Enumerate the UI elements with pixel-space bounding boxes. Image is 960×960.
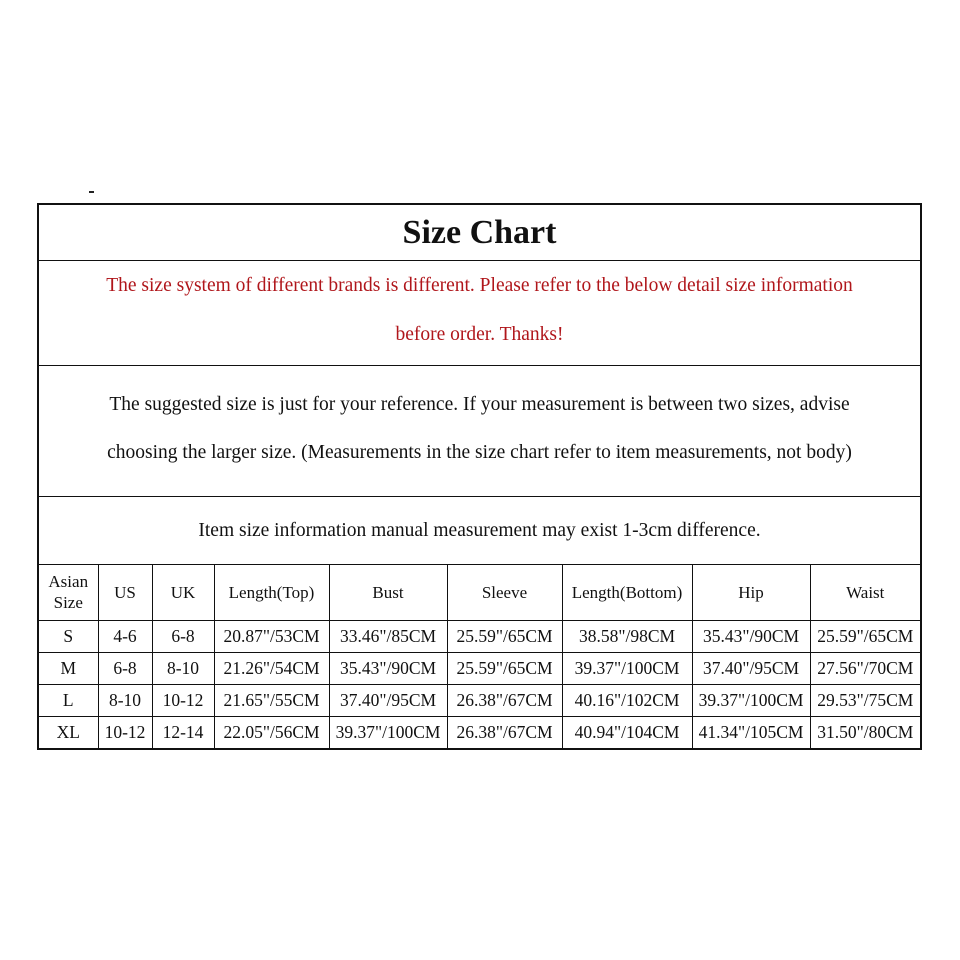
brand-notice-line-1: The size system of different brands is different. Please refer to the below detail size information (106, 275, 853, 296)
header-length-bottom: Length(Bottom) (562, 565, 692, 620)
table-header-row (39, 565, 920, 620)
size-advice (39, 366, 920, 497)
cell-length-bottom: 39.37"/100CM (562, 652, 692, 684)
cell-uk: 10-12 (152, 684, 214, 716)
header-bust: Bust (329, 565, 447, 620)
cell-us: 8-10 (98, 684, 152, 716)
cell-asian-size: S (39, 620, 98, 652)
header-waist: Waist (810, 565, 920, 620)
cell-length-top: 22.05"/56CM (214, 716, 329, 748)
size-table (39, 565, 920, 748)
header-asian-size (39, 565, 98, 620)
cell-asian-size: M (39, 652, 98, 684)
table-row (39, 652, 920, 684)
header-length-top: Length(Top) (214, 565, 329, 620)
cell-hip: 35.43"/90CM (692, 620, 810, 652)
cell-length-top: 21.26"/54CM (214, 652, 329, 684)
table-row (39, 716, 920, 748)
cell-uk: 12-14 (152, 716, 214, 748)
size-advice-line-2: choosing the larger size. (Measurements in the size chart refer to item measurements, not body) (107, 442, 852, 463)
cell-hip: 37.40"/95CM (692, 652, 810, 684)
cell-us: 6-8 (98, 652, 152, 684)
brand-notice-line-2: before order. Thanks! (395, 324, 564, 345)
cell-waist: 25.59"/65CM (810, 620, 920, 652)
cell-us: 4-6 (98, 620, 152, 652)
header-us: US (98, 565, 152, 620)
header-hip: Hip (692, 565, 810, 620)
cell-bust: 39.37"/100CM (329, 716, 447, 748)
stray-mark (89, 191, 94, 193)
cell-hip: 39.37"/100CM (692, 684, 810, 716)
cell-us: 10-12 (98, 716, 152, 748)
cell-length-bottom: 38.58"/98CM (562, 620, 692, 652)
measurement-difference-text: Item size information manual measurement may exist 1-3cm difference. (198, 519, 761, 541)
cell-uk: 8-10 (152, 652, 214, 684)
table-row (39, 684, 920, 716)
size-chart (37, 203, 922, 750)
table-row (39, 620, 920, 652)
cell-bust: 35.43"/90CM (329, 652, 447, 684)
header-sleeve: Sleeve (447, 565, 562, 620)
cell-waist: 29.53"/75CM (810, 684, 920, 716)
cell-length-top: 21.65"/55CM (214, 684, 329, 716)
page-title: Size Chart (402, 213, 557, 251)
title-row (39, 205, 920, 261)
cell-length-bottom: 40.16"/102CM (562, 684, 692, 716)
cell-uk: 6-8 (152, 620, 214, 652)
cell-asian-size: L (39, 684, 98, 716)
cell-sleeve: 25.59"/65CM (447, 620, 562, 652)
cell-asian-size: XL (39, 716, 98, 748)
brand-notice (39, 261, 920, 366)
cell-bust: 37.40"/95CM (329, 684, 447, 716)
cell-sleeve: 26.38"/67CM (447, 684, 562, 716)
cell-sleeve: 26.38"/67CM (447, 716, 562, 748)
cell-waist: 31.50"/80CM (810, 716, 920, 748)
cell-hip: 41.34"/105CM (692, 716, 810, 748)
cell-length-bottom: 40.94"/104CM (562, 716, 692, 748)
measurement-difference-note (39, 497, 920, 565)
cell-length-top: 20.87"/53CM (214, 620, 329, 652)
header-uk: UK (152, 565, 214, 620)
size-advice-line-1: The suggested size is just for your reference. If your measurement is between two sizes, advise (109, 394, 850, 415)
cell-sleeve: 25.59"/65CM (447, 652, 562, 684)
header-asian-size-label: Asian Size (48, 572, 89, 613)
cell-bust: 33.46"/85CM (329, 620, 447, 652)
cell-waist: 27.56"/70CM (810, 652, 920, 684)
